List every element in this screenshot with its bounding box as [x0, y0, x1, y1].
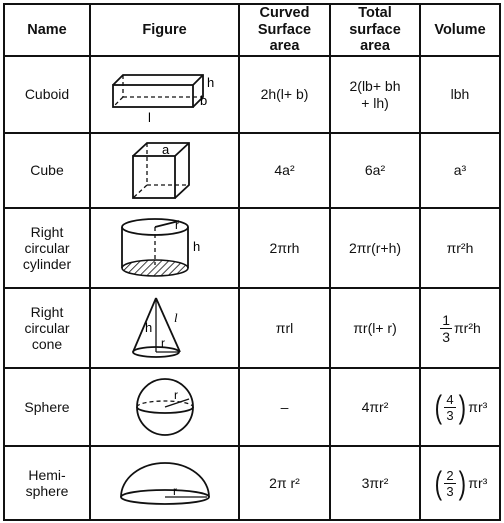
cone-label-h: h [144, 320, 152, 336]
total-area-line: πr(l+ r) [353, 319, 397, 336]
row-name-line: Right [30, 303, 64, 320]
row-name [4, 133, 90, 208]
fraction-numerator: 1 [442, 312, 450, 329]
header-total-line: Total [358, 5, 392, 21]
header-curved-line: Curved [259, 5, 310, 21]
row-name [4, 208, 90, 288]
cube-label-a: a [161, 141, 169, 157]
row-name-line: Right [30, 223, 64, 240]
row-name [4, 288, 90, 368]
row-name-line: cone [31, 336, 63, 353]
header-row [4, 4, 500, 56]
total-area-line: 2πr(r+h) [348, 239, 402, 256]
curved-area-cell: – [239, 368, 330, 446]
table-row-cone [4, 288, 500, 368]
fraction-numerator: 2 [446, 467, 454, 483]
table-row-sphere [4, 368, 500, 446]
cuboid-label-l: l [147, 109, 151, 125]
fraction-denominator: 3 [442, 329, 450, 346]
curved-area-cell: 4a² [239, 133, 330, 208]
fraction-numerator: 4 [446, 391, 454, 407]
volume-fraction [433, 389, 488, 426]
fraction-tail: πr³ [468, 398, 488, 415]
right-paren: ) [458, 389, 466, 426]
hemisphere-figure [90, 446, 239, 520]
cylinder-diagram [115, 215, 215, 281]
left-paren: ( [434, 389, 442, 426]
row-name-line: Cuboid [24, 86, 70, 103]
row-name [4, 446, 90, 520]
cone-figure [90, 288, 239, 368]
table-row-cylinder [4, 208, 500, 288]
header-curved-line: area [269, 38, 300, 55]
total-area-line: 3πr² [361, 474, 389, 491]
cube-diagram [125, 140, 205, 202]
fraction-denominator: 3 [446, 407, 454, 423]
hemisphere-label-r: r [172, 484, 177, 499]
sphere-diagram [127, 377, 203, 437]
hemisphere-diagram [117, 459, 213, 507]
volume-cell [420, 446, 500, 520]
row-name [4, 368, 90, 446]
cuboid-diagram [105, 65, 225, 125]
cuboid-label-h: h [206, 74, 214, 90]
cylinder-label-h: h [192, 239, 200, 255]
cuboid-figure [90, 56, 239, 133]
header-total [330, 4, 420, 56]
left-paren: ( [434, 465, 442, 502]
fraction-tail: πr²h [454, 320, 481, 337]
cube-figure [90, 133, 239, 208]
total-area-line: 4πr² [361, 398, 389, 415]
row-name-line: cylinder [22, 256, 72, 273]
row-name-line: Sphere [24, 398, 70, 415]
total-area-cell [330, 368, 420, 446]
header-total-line: area [360, 38, 390, 55]
curved-area-cell: 2πrh [239, 208, 330, 288]
row-name-line: circular [24, 319, 70, 336]
total-area-cell [330, 446, 420, 520]
fraction-denominator: 3 [446, 483, 454, 499]
header-curved [239, 4, 330, 56]
volume-cell [420, 368, 500, 446]
curved-area-text: πrl [275, 319, 294, 336]
right-paren: ) [458, 465, 466, 502]
total-area-cell [330, 208, 420, 288]
table-row-hemisphere [4, 446, 500, 520]
row-name-line: Hemi- [28, 466, 66, 483]
header-name: Name [4, 4, 90, 56]
cone-label-l: l [173, 310, 178, 326]
volume-cell: lbh [420, 56, 500, 133]
sphere-label-r: r [173, 388, 178, 403]
row-name [4, 56, 90, 133]
fraction-tail: πr³ [468, 474, 488, 491]
total-area-cell [330, 288, 420, 368]
header-total-line: surface [349, 21, 401, 38]
cone-label-r: r [160, 336, 165, 351]
volume-cell: πr²h [420, 208, 500, 288]
cylinder-figure [90, 208, 239, 288]
total-area-cell [330, 56, 420, 133]
volume-cell: a³ [420, 133, 500, 208]
total-area-line: 2(lb+ bh [349, 78, 401, 95]
cylinder-label-r: r [174, 218, 179, 233]
table-row-cuboid [4, 56, 500, 133]
cuboid-label-b: b [199, 92, 207, 108]
curved-area-cell: 2h(l+ b) [239, 56, 330, 133]
row-name-line: sphere [25, 483, 69, 500]
curved-area-cell [239, 288, 330, 368]
volume-fraction [439, 313, 481, 344]
header-curved-line: Surface [257, 21, 312, 38]
total-area-line: + lh) [361, 94, 389, 111]
curved-area-cell: 2π r² [239, 446, 330, 520]
row-name-line: Cube [30, 162, 64, 179]
total-area-line: 6a² [364, 162, 386, 179]
formula-table [3, 3, 501, 521]
cone-diagram [130, 294, 200, 362]
header-figure: Figure [90, 4, 239, 56]
volume-fraction [433, 465, 488, 502]
volume-cell [420, 288, 500, 368]
header-volume: Volume [420, 4, 500, 56]
table-row-cube [4, 133, 500, 208]
row-name-line: circular [24, 239, 70, 256]
total-area-cell [330, 133, 420, 208]
sphere-figure [90, 368, 239, 446]
